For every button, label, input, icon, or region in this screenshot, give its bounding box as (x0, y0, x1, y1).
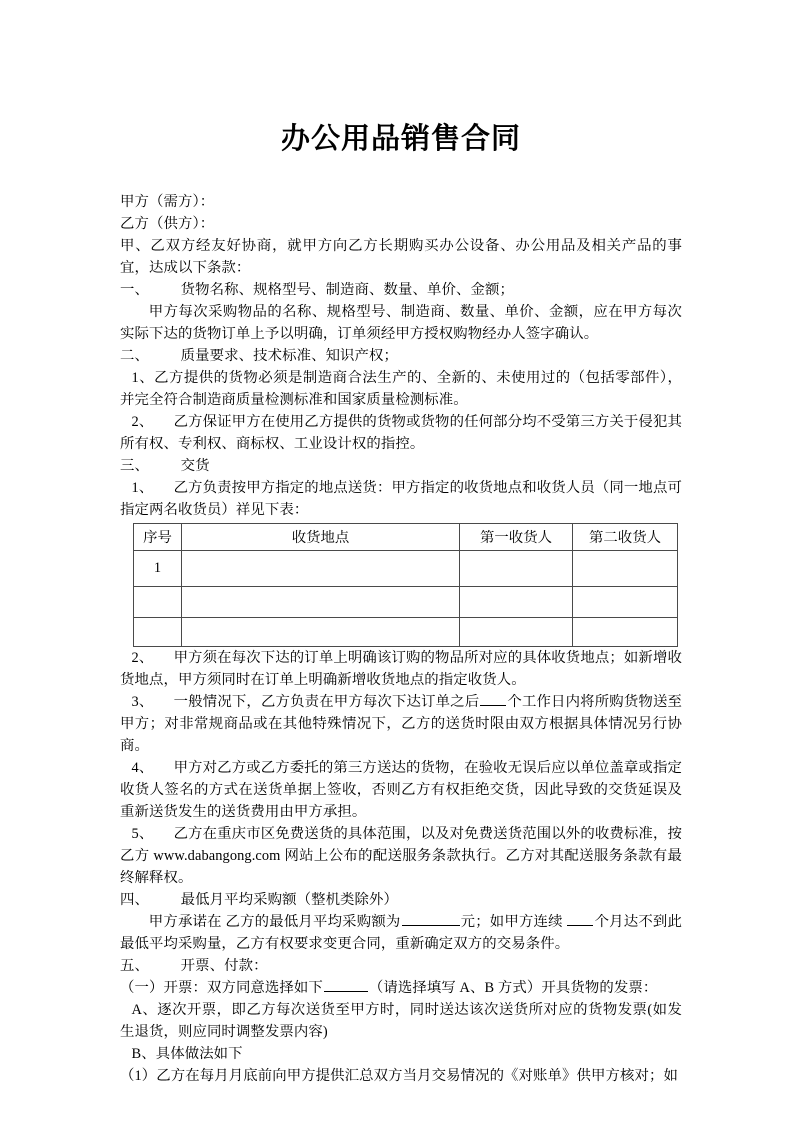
section-4-part1: 甲方承诺在 乙方的最低月平均采购额为 (148, 913, 401, 930)
section-3-item-5-number: 5、 (131, 825, 154, 842)
page-title: 办公用品销售合同 (280, 123, 521, 155)
table-header-receiver-1: 第一收货人 (460, 523, 573, 550)
section-2-heading (120, 345, 682, 367)
section-2-item-2 (120, 411, 682, 455)
section-3-item-4 (120, 757, 682, 823)
section-1-paragraph: 甲方每次采购物品的名称、规格型号、制造商、数量、单价、金额，应在甲方每次实际下达的货物订单上予以明确，订单须经甲方授权购物经办人签字确认。 (120, 303, 682, 342)
section-4-number: 四、 (120, 891, 149, 908)
section-3-item-2 (120, 647, 682, 691)
table-cell-address[interactable] (182, 550, 460, 586)
delivery-days-blank[interactable] (480, 691, 506, 706)
title-spacer (120, 157, 682, 191)
delivery-website-link[interactable]: www.dabangong.com (153, 847, 281, 864)
section-5-item-b1-number: （1） (120, 1067, 157, 1084)
table-cell-receiver-2[interactable] (573, 586, 678, 617)
document-body (120, 0, 682, 1087)
section-3-item-3-number: 3、 (131, 693, 154, 710)
preamble-paragraph: 甲、乙双方经友好协商，就甲方向乙方长期购买办公设备、办公用品及相关产品的事宜，达成以下条款： (120, 237, 682, 276)
section-2-item-1-text: 乙方提供的货物必须是制造商合法生产的、全新的、未使用过的（包括零部件），并完全符合制造商质量检测标准和国家质量检测标准。 (120, 369, 682, 408)
section-2-heading-text: 质量要求、技术标准、知识产权； (180, 347, 399, 364)
section-3-item-1-number: 1、 (131, 479, 154, 496)
party-a-line: 甲方（需方）： (120, 193, 215, 210)
section-4-heading (120, 889, 682, 911)
table-cell-address[interactable] (182, 617, 460, 646)
section-5-item-1-text-after: （请选择填写 A、B 方式）开具货物的发票： (368, 979, 658, 996)
section-1-number: 一、 (120, 281, 149, 298)
section-2-item-2-text: 乙方保证甲方在使用乙方提供的货物或货物的任何部分均不受第三方关于侵犯其所有权、专利权、商标权、工业设计权的指控。 (120, 413, 682, 452)
table-cell-receiver-1[interactable] (460, 586, 573, 617)
section-5-item-1 (120, 977, 682, 999)
section-3-item-2-text: 甲方须在每次下达的订单上明确该订购的物品所对应的具体收货地点；如新增收货地点，甲方须同时在订单上明确新增收货地点的指定收货人。 (120, 649, 682, 688)
table-header-index: 序号 (134, 523, 182, 550)
section-3-item-5-text-after: 网站上公布的配送服务条款执行。乙方对其配送服务条款有最终解释权。 (120, 847, 683, 886)
section-3-item-3 (120, 691, 682, 757)
section-3-item-3-text-after: 个工作日内将所购货物送至甲方；对非常规商品或在其他特殊情况下，乙方的送货时限由双方根据具体情况另行协商。 (120, 693, 682, 754)
party-b-line: 乙方（供方）： (120, 215, 215, 232)
section-5-item-a-text: 逐次开票，即乙方每次送货至甲方时，同时送达该次送货所对应的货物发票(如发生退货，则应同时调整发票内容) (120, 1001, 682, 1040)
table-cell-address[interactable] (182, 586, 460, 617)
section-2-number: 二、 (120, 347, 149, 364)
table-cell-index[interactable] (134, 586, 182, 617)
section-5-item-b-text: 具体做法如下 (155, 1045, 243, 1062)
table-cell-receiver-1[interactable] (460, 550, 573, 586)
section-1-heading-text: 货物名称、规格型号、制造商、数量、单价、金额； (180, 281, 514, 298)
table-header-receiver-2: 第二收货人 (573, 523, 678, 550)
section-5-number: 五、 (120, 957, 149, 974)
delivery-table-wrapper (133, 523, 673, 647)
delivery-table (133, 523, 678, 647)
section-3-item-1 (120, 477, 682, 521)
section-2-item-1-number: 1、 (131, 369, 155, 386)
section-1-heading (120, 279, 682, 301)
section-2-item-1 (120, 367, 682, 411)
section-3-item-4-number: 4、 (131, 759, 154, 776)
section-5-item-1-number: （一） (120, 979, 164, 996)
section-5-item-1-text-before: 开票：双方同意选择如下 (163, 979, 323, 996)
section-5-item-b (120, 1043, 682, 1065)
section-3-heading (120, 455, 682, 477)
table-cell-receiver-1[interactable] (460, 617, 573, 646)
table-cell-index[interactable] (134, 617, 182, 646)
section-5-item-b1-text: 乙方在每月月底前向甲方提供汇总双方当月交易情况的《对账单》供甲方核对；如 (156, 1067, 678, 1084)
section-4-heading-text: 最低月平均采购额（整机类除外） (180, 891, 399, 908)
section-2-item-2-number: 2、 (131, 413, 154, 430)
section-5-item-b1 (120, 1065, 682, 1087)
section-3-item-2-number: 2、 (131, 649, 154, 666)
table-row[interactable] (134, 586, 678, 617)
section-3-item-1-text: 乙方负责按甲方指定的地点送货：甲方指定的收货地点和收货人员（同一地点可指定两名收货员）祥见下表： (120, 479, 682, 518)
section-4-paragraph (120, 911, 682, 955)
invoice-method-blank[interactable] (324, 977, 368, 992)
consecutive-months-blank[interactable] (567, 911, 593, 926)
section-5-heading (120, 955, 682, 977)
section-3-heading-text: 交货 (180, 457, 210, 474)
section-4-part2: 元；如甲方连续 (460, 913, 567, 930)
table-cell-index[interactable]: 1 (134, 550, 182, 586)
table-cell-receiver-2[interactable] (573, 617, 678, 646)
section-3-item-5 (120, 823, 682, 889)
section-3-item-4-text: 甲方对乙方或乙方委托的第三方送达的货物，在验收无误后应以单位盖章或指定收货人签名的方式在送货单据上签收，否则乙方有权拒绝交货，因此导致的交货延误及重新送货发生的送货费用由甲方承担。 (120, 759, 682, 820)
section-3-item-5-text-before: 乙方在重庆市区免费送货的具体范围，以及对免费送货范围以外的收费标准，按乙方 (120, 825, 682, 864)
table-header-address: 收货地点 (182, 523, 460, 550)
section-5-item-a-number: A、 (131, 1001, 158, 1018)
section-5-heading-text: 开票、付款： (180, 957, 268, 974)
table-cell-receiver-2[interactable] (573, 550, 678, 586)
table-row[interactable] (134, 550, 678, 586)
section-5-item-a (120, 999, 682, 1043)
min-purchase-amount-blank[interactable] (402, 911, 460, 926)
section-3-number: 三、 (120, 457, 149, 474)
section-5-item-b-number: B、 (131, 1045, 156, 1062)
section-3-item-3-text-before: 一般情况下，乙方负责在甲方每次下达订单之后 (173, 693, 480, 710)
table-row[interactable] (134, 617, 678, 646)
table-header-row (134, 523, 678, 550)
section-4-part3: 个月达不到此最低平均采购量，乙方有权要求变更合同，重新确定双方的交易条件。 (120, 913, 682, 952)
